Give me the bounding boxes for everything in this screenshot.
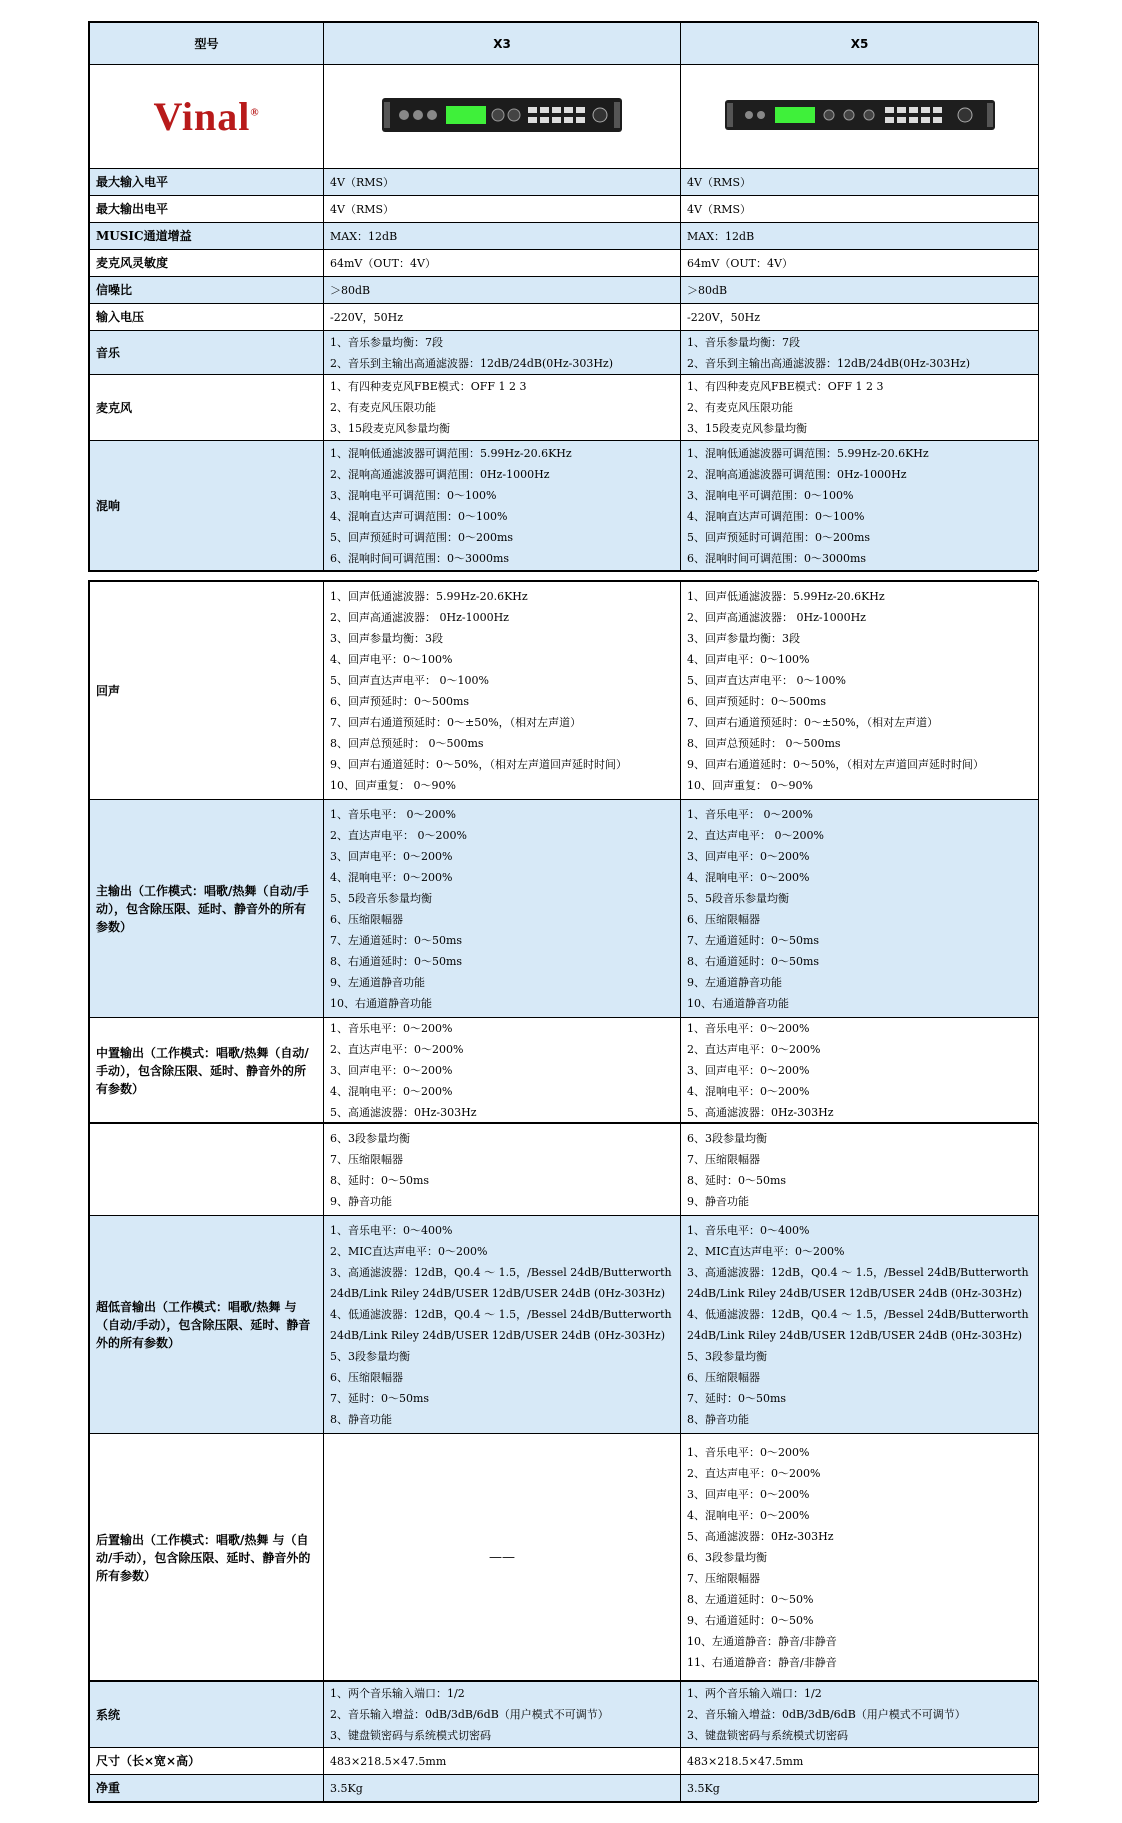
x3-spec-cell xyxy=(324,1434,681,1682)
x3-spec-line: 7、延时：0～50ms xyxy=(330,1391,430,1405)
spec-row xyxy=(90,1124,1039,1216)
x5-spec-cell xyxy=(681,1748,1039,1775)
x5-spec-line: 24dB/Link Riley 24dB/USER 12dB/USER 24dB (0Hz-303Hz) xyxy=(687,1328,1023,1342)
spec-row xyxy=(90,1748,1039,1775)
x5-spec-line: 4、混响直达声可调范围：0～100% xyxy=(687,509,865,523)
x5-spec-line: 5、5段音乐参量均衡 xyxy=(687,891,789,905)
x3-spec-line: 4、混响电平：0～200% xyxy=(330,1085,453,1098)
spec-label xyxy=(90,1124,324,1216)
image-row xyxy=(90,65,1039,169)
x3-product-image xyxy=(382,98,622,132)
x3-spec-line: 24dB/Link Riley 24dB/USER 12dB/USER 24dB (0Hz-303Hz) xyxy=(330,1286,666,1300)
x5-spec-cell xyxy=(681,277,1039,304)
x3-spec-line: 3、混响电平可调范围：0～100% xyxy=(330,488,497,502)
x5-spec-line: 1、有四种麦克风FBE模式：OFF 1 2 3 xyxy=(687,380,884,393)
x5-spec-line: 2、回声高通滤波器： 0Hz-1000Hz xyxy=(687,610,866,624)
x3-spec-cell xyxy=(324,1124,681,1216)
x5-spec-line: 3、15段麦克风参量均衡 xyxy=(687,422,807,435)
x3-spec-line: 1、音乐参量均衡：7段 xyxy=(330,335,443,349)
spec-row xyxy=(90,1434,1039,1682)
x3-spec-line: 8、回声总预延时： 0～500ms xyxy=(330,736,484,750)
x5-spec-line: 8、延时：0～50ms xyxy=(687,1173,787,1187)
x5-spec-line: 3、回声电平：0～200% xyxy=(687,849,810,863)
spec-label: 麦克风灵敏度 xyxy=(90,250,324,277)
x5-spec-line: 7、延时：0～50ms xyxy=(687,1391,787,1405)
x3-spec-line: 3、回声参量均衡：3段 xyxy=(330,631,443,645)
x3-spec-line: -220V，50Hz xyxy=(330,310,404,324)
x3-spec-line: 7、左通道延时：0～50ms xyxy=(330,933,463,947)
x3-spec-line: 1、音乐电平： 0～200% xyxy=(330,807,456,821)
x5-spec-cell xyxy=(681,196,1039,223)
x3-spec-cell xyxy=(324,277,681,304)
x5-spec-line: 2、直达声电平： 0～200% xyxy=(687,828,824,842)
x3-spec-cell xyxy=(324,800,681,1018)
x3-spec-cell xyxy=(324,1748,681,1775)
spec-row xyxy=(90,1775,1039,1802)
x3-spec-cell xyxy=(324,582,681,800)
x5-spec-line: 9、左通道静音功能 xyxy=(687,975,782,989)
x3-spec-line: 10、回声重复： 0～90% xyxy=(330,778,456,792)
spec-row xyxy=(90,223,1039,250)
x3-spec-cell xyxy=(324,223,681,250)
brand-logo-text: Vinal xyxy=(153,94,251,139)
x3-spec-line: 6、压缩限幅器 xyxy=(330,912,403,926)
x5-spec-line: 2、直达声电平：0～200% xyxy=(687,1467,821,1480)
x3-spec-line: 64mV（OUT：4V） xyxy=(330,256,436,270)
x3-spec-line: 8、静音功能 xyxy=(330,1412,392,1426)
x3-spec-cell xyxy=(324,196,681,223)
x3-spec-line: 4、混响电平：0～200% xyxy=(330,870,453,884)
x3-spec-line: 7、回声右通道预延时：0～±50%，（相对左声道） xyxy=(330,715,582,729)
spec-row xyxy=(90,1018,1039,1124)
x5-spec-line: 4V（RMS） xyxy=(687,202,752,216)
x5-spec-line: 10、回声重复： 0～90% xyxy=(687,778,813,792)
x5-spec-line: 5、回声直达声电平： 0～100% xyxy=(687,673,846,687)
x3-spec-line: 2、直达声电平： 0～200% xyxy=(330,828,467,842)
x3-spec-line: 4V（RMS） xyxy=(330,202,395,216)
x3-spec-line: 3、键盘锁密码与系统模式切密码 xyxy=(330,1729,491,1742)
x5-spec-line: MAX：12dB xyxy=(687,229,755,243)
x5-spec-cell xyxy=(681,1018,1039,1124)
x5-spec-line: 8、回声总预延时： 0～500ms xyxy=(687,736,841,750)
x3-spec-cell xyxy=(324,304,681,331)
x5-spec-line: 3、回声电平：0～200% xyxy=(687,1488,810,1501)
x3-spec-line: 3、回声电平：0～200% xyxy=(330,849,453,863)
x5-spec-line: 24dB/Link Riley 24dB/USER 12dB/USER 24dB (0Hz-303Hz) xyxy=(687,1286,1023,1300)
x3-spec-cell xyxy=(324,375,681,441)
spec-table-block-4 xyxy=(88,1680,1037,1803)
x5-spec-line: 64mV（OUT：4V） xyxy=(687,256,793,270)
spec-table-block-2 xyxy=(88,580,1037,1125)
spec-label: 混响 xyxy=(90,441,324,571)
x5-spec-line: 3、键盘锁密码与系统模式切密码 xyxy=(687,1729,848,1742)
x3-spec-line: 3、回声电平：0～200% xyxy=(330,1064,453,1077)
spec-label: 后置输出（工作模式：唱歌/热舞 与（自动/手动），包含除压限、延时、静音外的所有参数） xyxy=(90,1434,324,1682)
x3-spec-line: 8、延时：0～50ms xyxy=(330,1173,430,1187)
spec-row xyxy=(90,800,1039,1018)
x5-spec-cell xyxy=(681,250,1039,277)
x3-spec-line: 1、音乐电平：0～400% xyxy=(330,1223,453,1237)
x5-spec-line: 8、静音功能 xyxy=(687,1412,749,1426)
x3-spec-line: 24dB/Link Riley 24dB/USER 12dB/USER 24dB (0Hz-303Hz) xyxy=(330,1328,666,1342)
x3-spec-line: 2、回声高通滤波器： 0Hz-1000Hz xyxy=(330,610,509,624)
x5-spec-cell xyxy=(681,223,1039,250)
x3-spec-line: 4V（RMS） xyxy=(330,175,395,189)
x3-spec-line: 7、压缩限幅器 xyxy=(330,1152,403,1166)
x3-spec-line: 2、有麦克风压限功能 xyxy=(330,401,436,414)
x5-spec-line: 1、音乐电平：0～400% xyxy=(687,1223,810,1237)
x5-spec-cell xyxy=(681,1216,1039,1434)
x3-spec-cell xyxy=(324,441,681,571)
x5-spec-cell xyxy=(681,169,1039,196)
x5-spec-cell xyxy=(681,1775,1039,1802)
x3-spec-line: 6、混响时间可调范围：0～3000ms xyxy=(330,551,510,565)
x5-spec-line: 6、混响时间可调范围：0～3000ms xyxy=(687,551,867,565)
x3-spec-line: 4、混响直达声可调范围：0～100% xyxy=(330,509,508,523)
spec-row xyxy=(90,196,1039,223)
x5-spec-line: 5、高通滤波器：0Hz-303Hz xyxy=(687,1106,834,1119)
x5-spec-line: 2、直达声电平：0～200% xyxy=(687,1043,821,1056)
x3-spec-line: 1、有四种麦克风FBE模式：OFF 1 2 3 xyxy=(330,380,527,393)
x5-spec-line: 4、混响电平：0～200% xyxy=(687,1509,810,1522)
x5-spec-line: 2、混响高通滤波器可调范围：0Hz-1000Hz xyxy=(687,467,907,481)
spec-label: 音乐 xyxy=(90,331,324,375)
x5-spec-line: 3、回声电平：0～200% xyxy=(687,1064,810,1077)
x5-spec-cell xyxy=(681,1124,1039,1216)
spec-label: 净重 xyxy=(90,1775,324,1802)
header-x5: X5 xyxy=(681,23,1039,65)
x5-spec-line: 4V（RMS） xyxy=(687,175,752,189)
x3-spec-line: 5、3段参量均衡 xyxy=(330,1349,410,1363)
x3-spec-line: ＞80dB xyxy=(330,283,371,297)
x3-spec-line: 2、音乐到主输出高通滤波器：12dB/24dB(0Hz-303Hz) xyxy=(330,356,614,370)
spec-label: 最大输入电平 xyxy=(90,169,324,196)
spec-label: 麦克风 xyxy=(90,375,324,441)
x3-spec-cell xyxy=(324,1216,681,1434)
x5-spec-line: 7、左通道延时：0～50ms xyxy=(687,933,820,947)
x5-spec-line: 7、压缩限幅器 xyxy=(687,1152,760,1166)
spec-label: 尺寸（长×宽×高） xyxy=(90,1748,324,1775)
spec-label: 输入电压 xyxy=(90,304,324,331)
x5-spec-line: 9、静音功能 xyxy=(687,1194,749,1208)
spec-label: 系统 xyxy=(90,1682,324,1748)
x3-spec-cell xyxy=(324,331,681,375)
x5-spec-cell xyxy=(681,331,1039,375)
x5-spec-line: 1、混响低通滤波器可调范围：5.99Hz-20.6KHz xyxy=(687,446,929,460)
x5-spec-line: 2、音乐到主输出高通滤波器：12dB/24dB(0Hz-303Hz) xyxy=(687,356,971,370)
x3-spec-line: 1、回声低通滤波器：5.99Hz-20.6KHz xyxy=(330,589,528,603)
x5-spec-cell xyxy=(681,1682,1039,1748)
x5-spec-line: ＞80dB xyxy=(687,283,728,297)
x5-spec-cell xyxy=(681,441,1039,571)
x5-spec-line: 10、左通道静音：静音/非静音 xyxy=(687,1635,837,1648)
x3-spec-line: 6、压缩限幅器 xyxy=(330,1370,403,1384)
spec-row xyxy=(90,169,1039,196)
spec-label: 中置输出（工作模式：唱歌/热舞（自动/手动），包含除压限、延时、静音外的所有参数） xyxy=(90,1018,324,1124)
x3-spec-line: 3.5Kg xyxy=(330,1781,363,1795)
x5-spec-cell xyxy=(681,304,1039,331)
header-row xyxy=(90,23,1039,65)
brand-logo xyxy=(90,65,324,169)
x3-spec-cell xyxy=(324,169,681,196)
spec-label: MUSIC通道增益 xyxy=(90,223,324,250)
spec-row xyxy=(90,582,1039,800)
x5-spec-line: 10、右通道静音功能 xyxy=(687,996,789,1010)
x3-spec-line: 5、回声预延时可调范围：0～200ms xyxy=(330,530,514,544)
x5-spec-line: 1、两个音乐输入端口：1/2 xyxy=(687,1687,822,1700)
x3-spec-line: 1、两个音乐输入端口：1/2 xyxy=(330,1687,465,1700)
x3-spec-line: 6、3段参量均衡 xyxy=(330,1131,410,1145)
x5-spec-line: 483×218.5×47.5mm xyxy=(687,1754,804,1768)
x3-spec-line: 5、高通滤波器：0Hz-303Hz xyxy=(330,1106,477,1119)
x3-spec-line: 4、回声电平：0～100% xyxy=(330,652,453,666)
spec-row xyxy=(90,250,1039,277)
x3-spec-line: 483×218.5×47.5mm xyxy=(330,1754,447,1768)
x5-spec-line: -220V，50Hz xyxy=(687,310,761,324)
x5-spec-line: 4、低通滤波器：12dB，Q0.4 ～ 1.5，/Bessel 24dB/Butterworth xyxy=(687,1307,1029,1321)
spec-row xyxy=(90,331,1039,375)
x5-spec-line: 3、混响电平可调范围：0～100% xyxy=(687,488,854,502)
x5-spec-line: 4、混响电平：0～200% xyxy=(687,870,810,884)
x5-spec-line: 1、音乐参量均衡：7段 xyxy=(687,335,800,349)
x3-spec-cell xyxy=(324,1775,681,1802)
x5-spec-line: 6、回声预延时：0～500ms xyxy=(687,694,827,708)
x5-spec-line: 2、MIC直达声电平：0～200% xyxy=(687,1244,845,1258)
x5-spec-cell xyxy=(681,1434,1039,1682)
x5-spec-line: 8、右通道延时：0～50ms xyxy=(687,954,820,968)
x3-spec-cell xyxy=(324,1018,681,1124)
x5-spec-cell xyxy=(681,582,1039,800)
x3-spec-line: 1、混响低通滤波器可调范围：5.99Hz-20.6KHz xyxy=(330,446,572,460)
x3-spec-line: MAX：12dB xyxy=(330,229,398,243)
x3-spec-cell xyxy=(324,1682,681,1748)
x5-product-image xyxy=(725,100,995,130)
x5-spec-line: 4、混响电平：0～200% xyxy=(687,1085,810,1098)
x5-spec-line: 3.5Kg xyxy=(687,1781,720,1795)
x5-spec-cell xyxy=(681,800,1039,1018)
x3-spec-line: 5、5段音乐参量均衡 xyxy=(330,891,432,905)
x5-spec-line: 2、音乐输入增益：0dB/3dB/6dB（用户模式不可调节） xyxy=(687,1708,966,1721)
spec-label: 最大输出电平 xyxy=(90,196,324,223)
x5-spec-line: 5、高通滤波器：0Hz-303Hz xyxy=(687,1530,834,1543)
x5-spec-line: 7、回声右通道预延时：0～±50%，（相对左声道） xyxy=(687,715,939,729)
spec-label: 超低音输出（工作模式：唱歌/热舞 与（自动/手动），包含除压限、延时、静音外的所有参数） xyxy=(90,1216,324,1434)
x5-spec-cell xyxy=(681,375,1039,441)
spec-label: 回声 xyxy=(90,582,324,800)
x5-spec-line: 6、压缩限幅器 xyxy=(687,1370,760,1384)
x5-spec-line: 8、左通道延时：0～50% xyxy=(687,1593,814,1606)
x3-spec-line: 2、混响高通滤波器可调范围：0Hz-1000Hz xyxy=(330,467,550,481)
x3-spec-line: 9、静音功能 xyxy=(330,1194,392,1208)
x3-spec-line: 9、回声右通道延时：0～50%，（相对左声道回声延时时间） xyxy=(330,757,627,771)
x3-spec-line: 3、高通滤波器：12dB，Q0.4 ～ 1.5，/Bessel 24dB/Butterworth xyxy=(330,1265,672,1279)
x3-spec-line: 2、直达声电平：0～200% xyxy=(330,1043,464,1056)
x3-spec-line: 6、回声预延时：0～500ms xyxy=(330,694,470,708)
spec-row xyxy=(90,277,1039,304)
x3-spec-line: 8、右通道延时：0～50ms xyxy=(330,954,463,968)
x3-spec-line: 3、15段麦克风参量均衡 xyxy=(330,422,450,435)
x5-spec-line: 4、回声电平：0～100% xyxy=(687,652,810,666)
x5-spec-line: 1、回声低通滤波器：5.99Hz-20.6KHz xyxy=(687,589,885,603)
x3-spec-line: 4、低通滤波器：12dB，Q0.4 ～ 1.5，/Bessel 24dB/Butterworth xyxy=(330,1307,672,1321)
x5-spec-line: 5、3段参量均衡 xyxy=(687,1349,767,1363)
x5-spec-line: 9、右通道延时：0～50% xyxy=(687,1614,814,1627)
spec-row xyxy=(90,441,1039,571)
x3-spec-line: 2、音乐输入增益：0dB/3dB/6dB（用户模式不可调节） xyxy=(330,1708,609,1721)
header-x3: X3 xyxy=(324,23,681,65)
x3-spec-line: 5、回声直达声电平： 0～100% xyxy=(330,673,489,687)
x5-spec-line: 11、右通道静音：静音/非静音 xyxy=(687,1656,837,1669)
x5-spec-line: 6、压缩限幅器 xyxy=(687,912,760,926)
x5-spec-line: 9、回声右通道延时：0～50%，（相对左声道回声延时时间） xyxy=(687,757,984,771)
spec-row xyxy=(90,375,1039,441)
header-model: 型号 xyxy=(90,23,324,65)
x3-spec-line: 1、音乐电平：0～200% xyxy=(330,1022,453,1035)
x5-spec-line: 1、音乐电平： 0～200% xyxy=(687,807,813,821)
spec-label: 信噪比 xyxy=(90,277,324,304)
x3-spec-cell xyxy=(324,250,681,277)
x5-spec-line: 1、音乐电平：0～200% xyxy=(687,1446,810,1459)
x5-product-image-cell xyxy=(681,65,1039,169)
spec-label: 主输出（工作模式：唱歌/热舞（自动/手动），包含除压限、延时、静音外的所有参数） xyxy=(90,800,324,1018)
x5-spec-line: 2、有麦克风压限功能 xyxy=(687,401,793,414)
spec-row xyxy=(90,1216,1039,1434)
x5-spec-line: 6、3段参量均衡 xyxy=(687,1131,767,1145)
spec-row xyxy=(90,304,1039,331)
x3-spec-line: 10、右通道静音功能 xyxy=(330,996,432,1010)
x5-spec-line: 1、音乐电平：0～200% xyxy=(687,1022,810,1035)
x5-spec-line: 3、高通滤波器：12dB，Q0.4 ～ 1.5，/Bessel 24dB/Butterworth xyxy=(687,1265,1029,1279)
x3-spec-line: 9、左通道静音功能 xyxy=(330,975,425,989)
x3-product-image-cell xyxy=(324,65,681,169)
spec-table-block-3 xyxy=(88,1122,1037,1683)
x3-spec-line: 2、MIC直达声电平：0～200% xyxy=(330,1244,488,1258)
x5-spec-line: 5、回声预延时可调范围：0～200ms xyxy=(687,530,871,544)
x3-spec-line: —— xyxy=(489,1550,515,1565)
spec-row xyxy=(90,1682,1039,1748)
x5-spec-line: 7、压缩限幅器 xyxy=(687,1572,760,1585)
registered-mark: ® xyxy=(250,106,260,119)
spec-table-block-1 xyxy=(88,21,1037,572)
x5-spec-line: 6、3段参量均衡 xyxy=(687,1551,767,1564)
x5-spec-line: 3、回声参量均衡：3段 xyxy=(687,631,800,645)
